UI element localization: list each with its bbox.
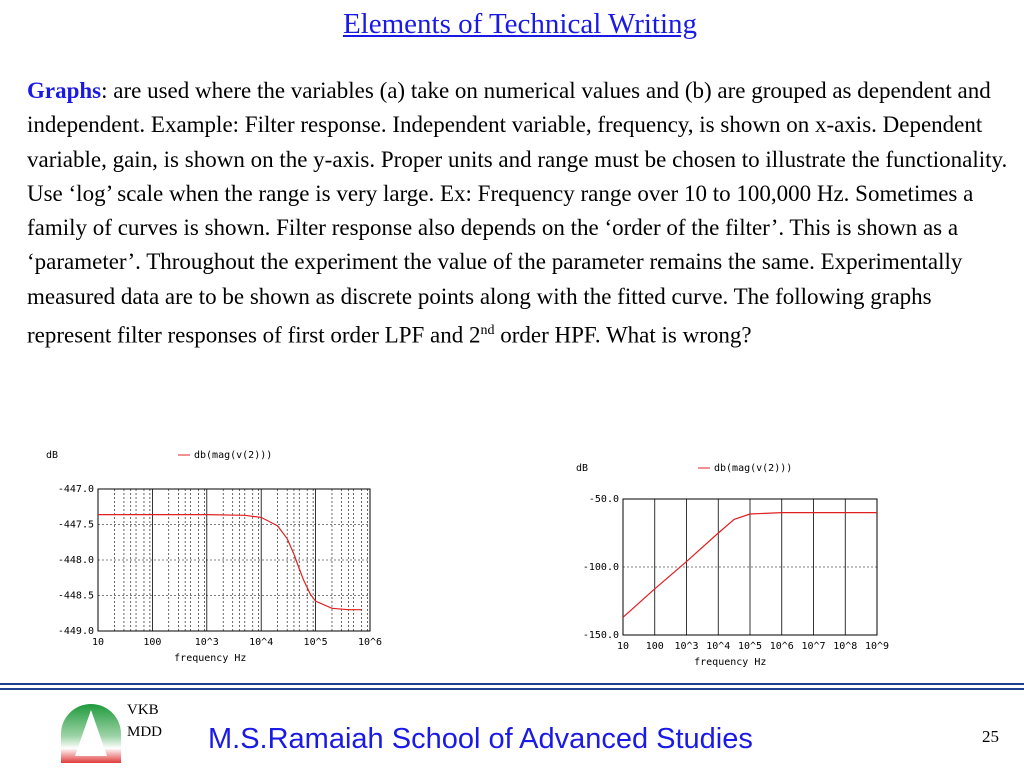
- body-text-tail: order HPF. What is wrong?: [494, 322, 752, 348]
- superscript-nd: nd: [480, 323, 495, 339]
- x-tick-label: 100: [143, 637, 162, 648]
- hpf-chart: [570, 458, 915, 678]
- x-tick-label: 10^9: [864, 641, 890, 652]
- x-tick-label: 10^3: [674, 641, 699, 652]
- x-tick-label: 10^4: [249, 637, 274, 648]
- x-tick-label: 10^6: [357, 637, 383, 648]
- y-tick-label: -448.0: [57, 555, 94, 566]
- graphs-keyword: Graphs: [27, 78, 102, 103]
- legend-label: db(mag(v(2))): [714, 463, 793, 474]
- logo-text-line2: MDD: [127, 724, 163, 740]
- lpf-chart: [40, 442, 410, 672]
- body-text-main: : are used where the variables (a) take on numerical values and (b) are grouped as dependent and independent. Example: Filter response. Independent variable, frequency, is shown on x-axis. Dependent variable, gain, is shown on the y-axis. Proper units and range must be chosen to illustrate the functionality. Use ‘log’ scale when the range is very large. Ex: Frequency range over 10 to 100,000 Hz. Sometimes a family of curves is shown. Filter response also depends on the ‘order of the filter’. This is shown as a ‘parameter’. Throughout the experiment the value of the parameter remains the same. Experimentally measured data are to be shown as discrete points along with the fitted curve. The following graphs represent filter responses of first order LPF and 2: [27, 78, 1008, 348]
- body-paragraph: [27, 74, 1017, 353]
- x-tick-label: 10: [91, 637, 105, 648]
- slide-title: Elements of Technical Writing: [342, 8, 698, 40]
- chart-ylabel: dB: [576, 463, 589, 474]
- x-tick-label: 10^4: [706, 641, 731, 652]
- x-tick-label: 10^5: [303, 637, 328, 648]
- y-tick-label: -449.0: [57, 626, 94, 637]
- y-tick-label: -150.0: [582, 630, 619, 641]
- x-tick-label: 10^3: [194, 637, 219, 648]
- y-tick-label: -448.5: [57, 590, 94, 602]
- legend-label: db(mag(v(2))): [194, 450, 273, 461]
- school-logo-icon: [58, 700, 124, 764]
- y-tick-label: -447.0: [57, 484, 94, 495]
- logo-text-line1: VKB: [127, 702, 159, 718]
- school-name: M.S.Ramaiah School of Advanced Studies: [208, 723, 753, 755]
- y-tick-label: -100.0: [582, 562, 619, 573]
- page-number: 25: [982, 727, 999, 746]
- x-tick-label: 100: [645, 641, 664, 652]
- x-tick-label: 10: [616, 641, 630, 652]
- x-tick-label: 10^8: [833, 641, 858, 652]
- x-tick-label: 10^7: [801, 641, 826, 652]
- y-tick-label: -447.5: [57, 519, 94, 531]
- x-tick-label: 10^5: [737, 641, 763, 652]
- y-tick-label: -50.0: [588, 494, 619, 505]
- chart-ylabel: dB: [46, 450, 59, 461]
- hpf-chart-svg: [570, 458, 915, 678]
- lpf-chart-svg: [40, 442, 410, 672]
- chart-xlabel: frequency Hz: [694, 657, 767, 668]
- footer-divider-top: [0, 683, 1024, 685]
- footer-divider-bottom: [0, 688, 1024, 690]
- chart-xlabel: frequency Hz: [174, 653, 247, 664]
- x-tick-label: 10^6: [769, 641, 794, 652]
